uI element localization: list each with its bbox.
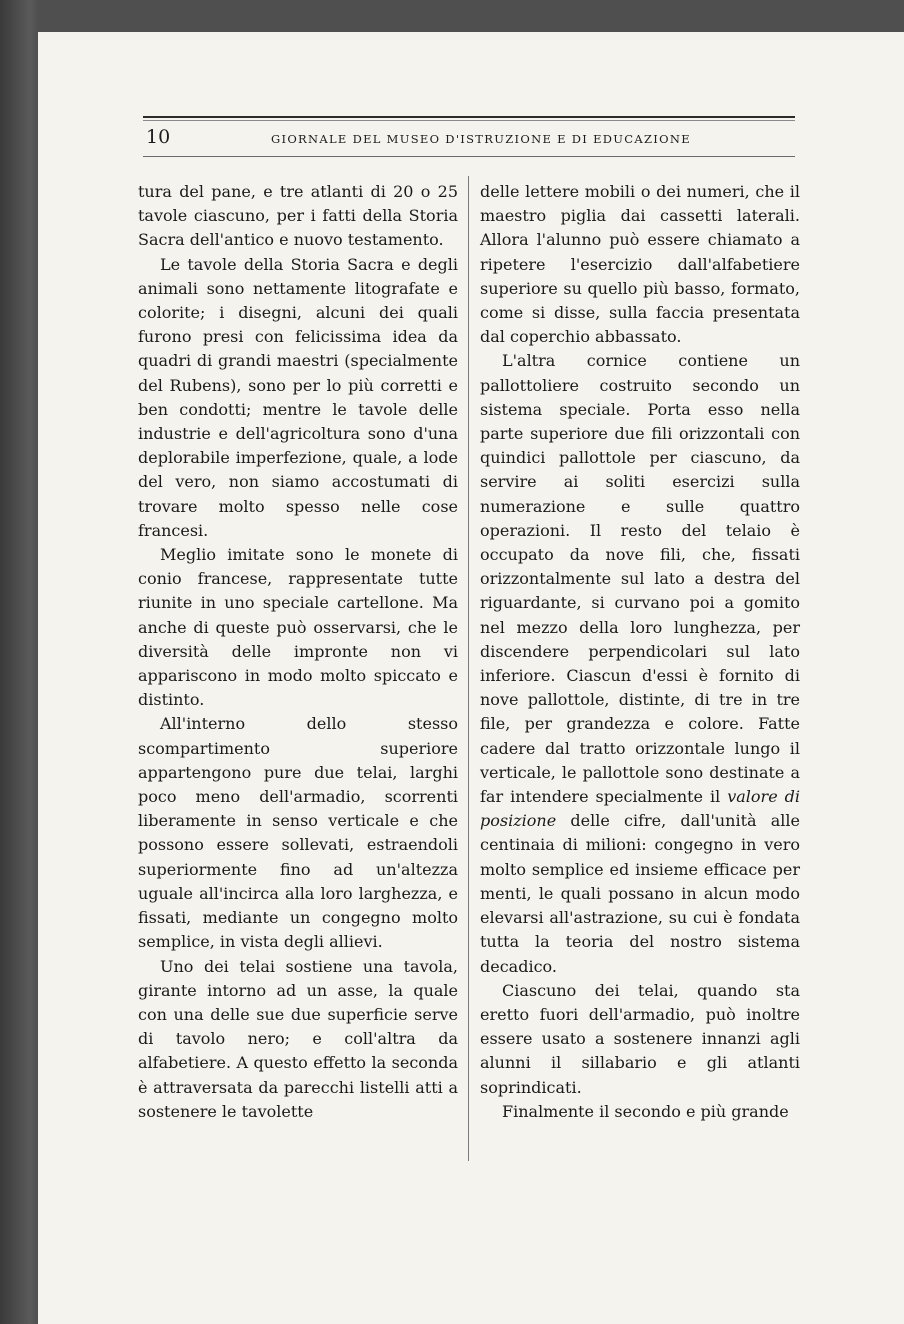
page-number: 10 <box>146 126 171 148</box>
header-rule-top <box>143 116 795 118</box>
column-divider <box>468 176 469 1161</box>
paragraph <box>480 349 800 978</box>
journal-page <box>38 32 904 1324</box>
paragraph: Uno dei telai sostiene una tavola, girante intorno ad un asse, la quale con una delle sue due superficie serve di tavolo nero; e coll'altra da alfabetiere. A questo effetto la seconda è attraversata da parecchi listelli atti a sostenere le tavolette <box>138 956 458 1121</box>
paragraph-text: L'altra cornice contiene un pallottoliere costruito secondo un sistema speciale. Porta esso nella parte superiore due fili orizzontali con quindici pallottole per ciascuno, da servire ai soliti esercizi sulla numerazione e sulle quattro operazioni. Il resto del telaio è occupato da nove fili, che, fissati orizzontalmente sul lato a destra del riguardante, si curvano poi a gomito nel mezzo della loro lunghezza, per discendere perpendicolari sul lato inferiore. Ciascun d'essi è fornito di nove pallottole, distinte, di tre in tre file, per grandezza e colore. Fatte cadere dal tratto orizzontale lungo il verticale, le pallottole sono destinate a far intendere specialmente il <box>480 351 800 807</box>
header-rule-bottom <box>143 156 795 157</box>
running-head: GIORNALE DEL MUSEO D'ISTRUZIONE E DI EDUCAZIONE <box>271 132 691 146</box>
paragraph-text: delle cifre, dall'unità alle centinaia di milioni: congegno in vero molto semplice ed insieme efficace per menti, le quali possano in alcun modo elevarsi all'astrazione, su cui è fondata tutta la teoria del nostro sistema decadico. <box>480 811 800 976</box>
left-column <box>138 180 458 1124</box>
paragraph: delle lettere mobili o dei numeri, che il maestro piglia dai cassetti laterali. Allora l'alunno può essere chiamato a ripetere l'esercizio dall'alfabetiere superiore su quello più basso, formato, come si disse, sulla faccia presentata dal coperchio abbassato. <box>480 182 800 347</box>
header-rule-top-thin <box>143 120 795 121</box>
paragraph: Ciascuno dei telai, quando sta eretto fuori dell'armadio, può inoltre essere usato a sostenere innanzi agli alunni il sillabario e gli atlanti soprindicati. <box>480 980 800 1097</box>
right-column <box>480 180 800 1124</box>
emphasis-text: valore di posizione <box>480 787 800 831</box>
paragraph: tura del pane, e tre atlanti di 20 o 25 tavole ciascuno, per i fatti della Storia Sacra dell'antico e nuovo testamento. <box>138 182 458 250</box>
paragraph: All'interno dello stesso scompartimento superiore appartengono pure due telai, larghi poco meno dell'armadio, scorrenti liberamente in senso verticale e che possono essere sollevati, estraendoli superiormente fino ad un'altezza uguale all'incirca alla loro larghezza, e fissati, mediante un congegno molto semplice, in vista degli allievi. <box>138 714 458 952</box>
paragraph: Le tavole della Storia Sacra e degli animali sono nettamente litografate e colorite; i disegni, alcuni dei quali furono presi con felicissima idea da quadri di grandi maestri (specialmente del Rubens), sono per lo più corretti e ben condotti; mentre le tavole delle industrie e dell'agricoltura sono d'una deplorabile imperfezione, quale, a lode del vero, non siamo accostumati di trovare molto spesso nelle cose francesi. <box>138 254 458 540</box>
paragraph: Finalmente il secondo e più grande <box>502 1101 789 1121</box>
paragraph: Meglio imitate sono le monete di conio francese, rappresentate tutte riunite in uno speciale cartellone. Ma anche di queste può osservarsi, che le diversità delle impronte non vi appariscono in modo molto spiccato e distinto. <box>138 545 458 710</box>
